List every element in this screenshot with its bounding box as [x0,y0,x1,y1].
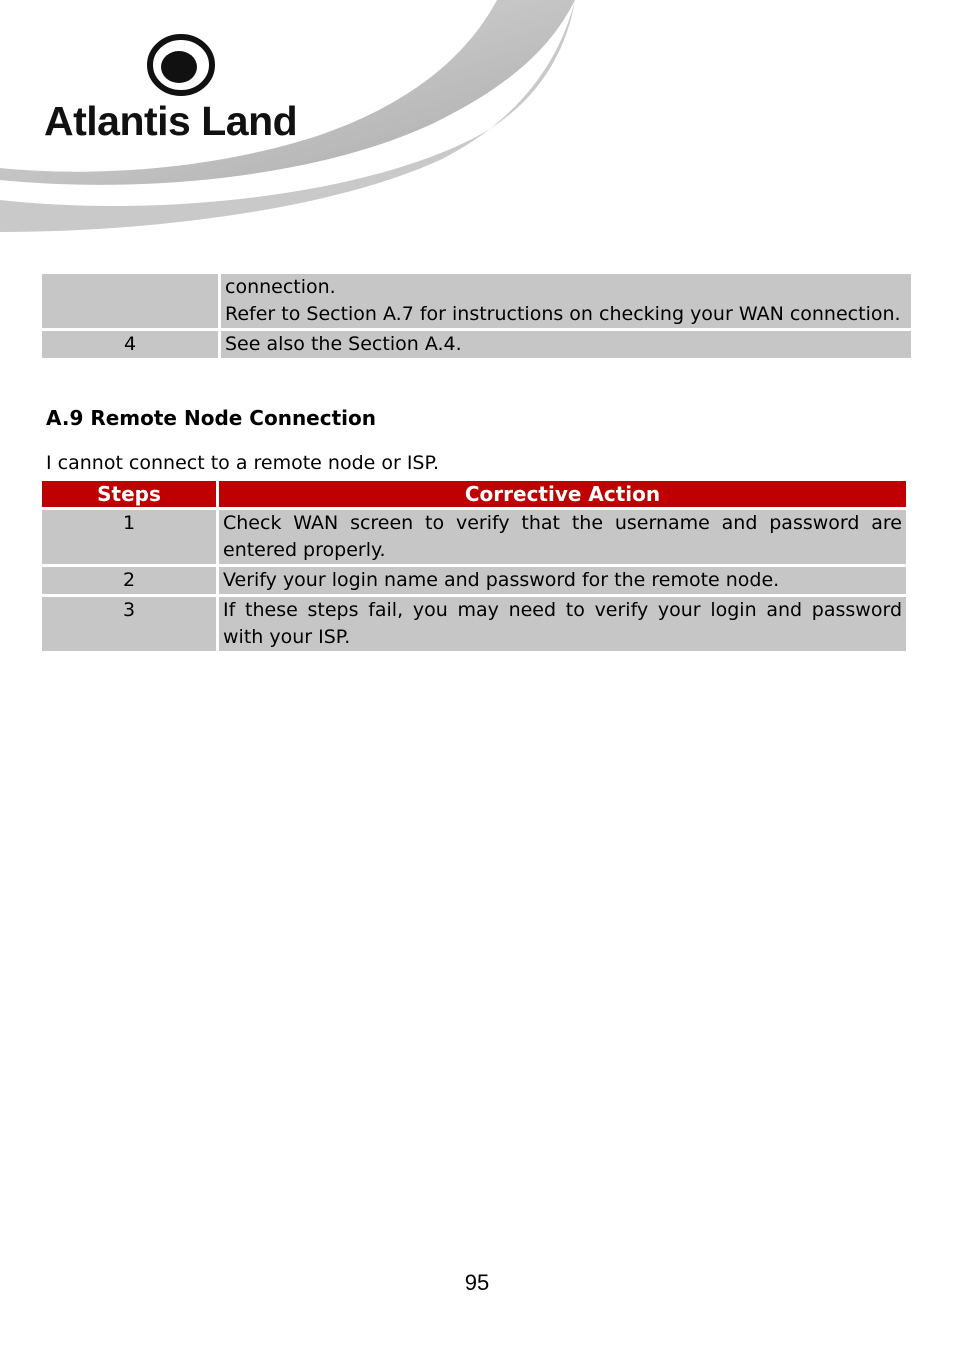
page-number: 95 [464,1270,490,1295]
table-row [42,331,911,358]
corrective-action: Check WAN screen to verify that the username and password are entered properly. [219,510,906,564]
step-number [42,274,218,328]
corrective-action: If these steps fail, you may need to verify your login and password with your ISP. [219,597,906,651]
corrective-action: connection. Refer to Section A.7 for instructions on checking your WAN connection. [221,274,911,328]
section-intro: I cannot connect to a remote node or ISP. [46,452,440,474]
table-row [42,597,906,651]
table-row [42,567,906,594]
table-header-row [42,481,906,507]
column-header-steps: Steps [42,481,216,507]
corrective-action: Verify your login name and password for the remote node. [219,567,906,594]
corrective-action: See also the Section A.4. [221,331,911,358]
atlantis-logo-icon [146,34,216,96]
step-number: 2 [42,567,216,594]
remote-node-steps-table [39,478,909,654]
step-number: 3 [42,597,216,651]
logo-text: Atlantis Land [44,98,298,144]
step-number: 4 [42,331,218,358]
table-row [42,274,911,328]
table-row [42,510,906,564]
continued-steps-table [39,271,914,361]
step-number: 1 [42,510,216,564]
section-heading: A.9 Remote Node Connection [46,406,376,430]
column-header-action: Corrective Action [219,481,906,507]
